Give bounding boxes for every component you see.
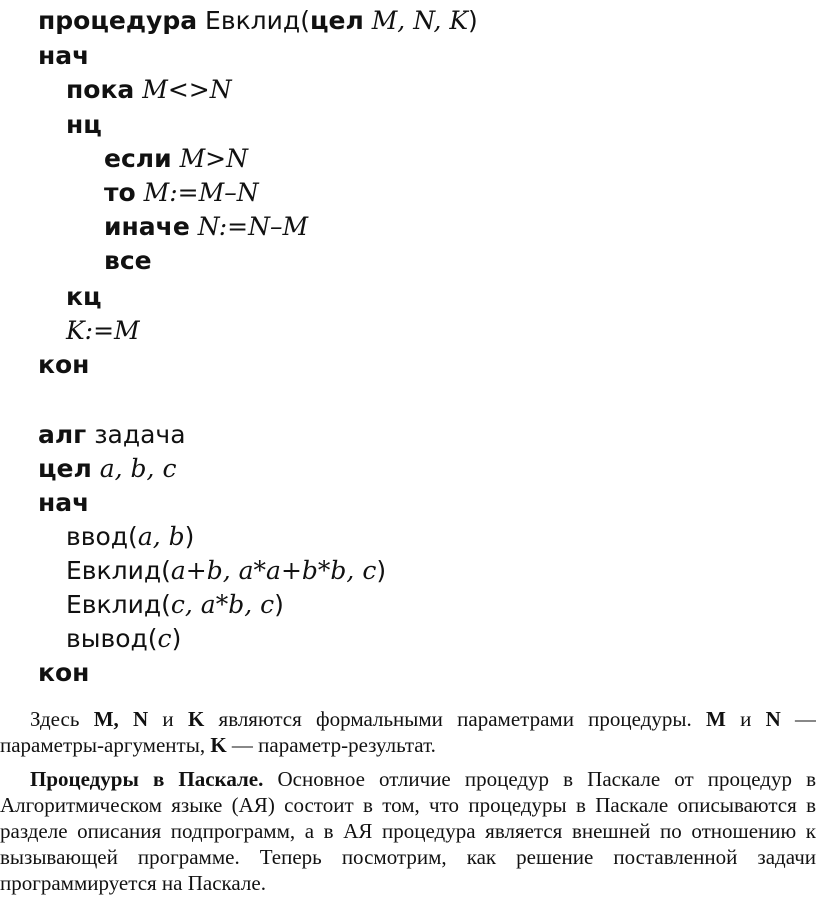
code-line-if: если M>N [104, 144, 248, 173]
code-line-algorithm-header: алг задача [38, 420, 186, 449]
code-line-procedure-header: процедура Евклид(цел M, N, K) [38, 6, 478, 35]
code-line-begin: нач [38, 41, 90, 70]
code-line-else: иначе N:=N–M [104, 212, 309, 241]
code-line-endif: все [104, 246, 152, 275]
code-line-euclid-call-1: Евклид(a+b, a*a+b*b, c) [66, 556, 387, 585]
code-line-begin-main: нач [38, 488, 90, 517]
code-line-output: вывод(c) [66, 624, 182, 653]
paragraph-pascal-procedures: Процедуры в Паскале. Основное отличие процедур в Паскале от процедур в Алгоритмическом языке (АЯ) состоит в том, что процедуры в Паскале описываются в разделе описания подпрограмм, а в АЯ процедура является внешней по отношению к вызывающей программе. Теперь посмотрим, как решение поставленной задачи программируется на Паскале. [0, 767, 816, 895]
code-line-assign-k: K:=M [66, 316, 140, 345]
code-line-end-main: кон [38, 658, 90, 687]
code-line-loop-end: кц [66, 282, 102, 311]
explanation-text [0, 706, 816, 896]
code-line-int-declaration: цел a, b, c [38, 454, 177, 483]
code-line-while: пока M<>N [66, 75, 232, 104]
code-line-input: ввод(a, b) [66, 522, 195, 551]
code-line-then: то M:=M–N [104, 178, 259, 207]
code-line-euclid-call-2: Евклид(c, a*b, c) [66, 590, 284, 619]
code-line-loop-start: нц [66, 110, 102, 139]
code-line-end-procedure: кон [38, 350, 90, 379]
paragraph-parameters: Здесь M, N и K являются формальными параметрами процедуры. M и N — параметры-аргументы, K — параметр-результат. [0, 707, 816, 757]
